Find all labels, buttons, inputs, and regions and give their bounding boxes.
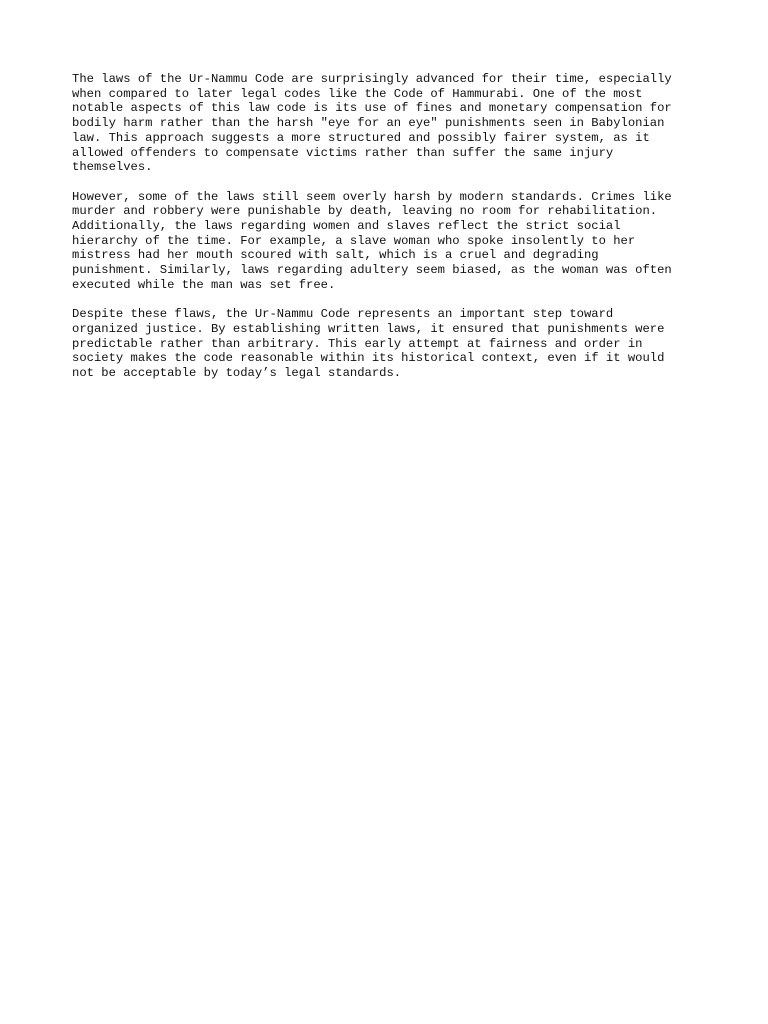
paragraph-3: Despite these flaws, the Ur-Nammu Code represents an important step toward organized justice. By establishing written laws, it ensured that punishments were predictable rather than arbitrary. This early attempt at fairness and order in society makes the code reasonable within its historical context, even if it would not be acceptable by today’s legal standards. — [72, 307, 665, 381]
document-page — [72, 72, 702, 395]
paragraph-1: The laws of the Ur-Nammu Code are surprisingly advanced for their time, especially when compared to later legal codes like the Code of Hammurabi. One of the most notable aspects of this law code is its use of fines and monetary compensation for bodily harm rather than the harsh "eye for an eye" punishments seen in Babylonian law. This approach suggests a more structured and possibly fairer system, as it allowed offenders to compensate victims rather than suffer the same injury themselves. — [72, 72, 672, 175]
paragraph-2: However, some of the laws still seem overly harsh by modern standards. Crimes like murder and robbery were punishable by death, leaving no room for rehabilitation. Additionally, the laws regarding women and slaves reflect the strict social hierarchy of the time. For example, a slave woman who spoke insolently to her mistress had her mouth scoured with salt, which is a cruel and degrading punishment. Similarly, laws regarding adultery seem biased, as the woman was often executed while the man was set free. — [72, 189, 672, 292]
